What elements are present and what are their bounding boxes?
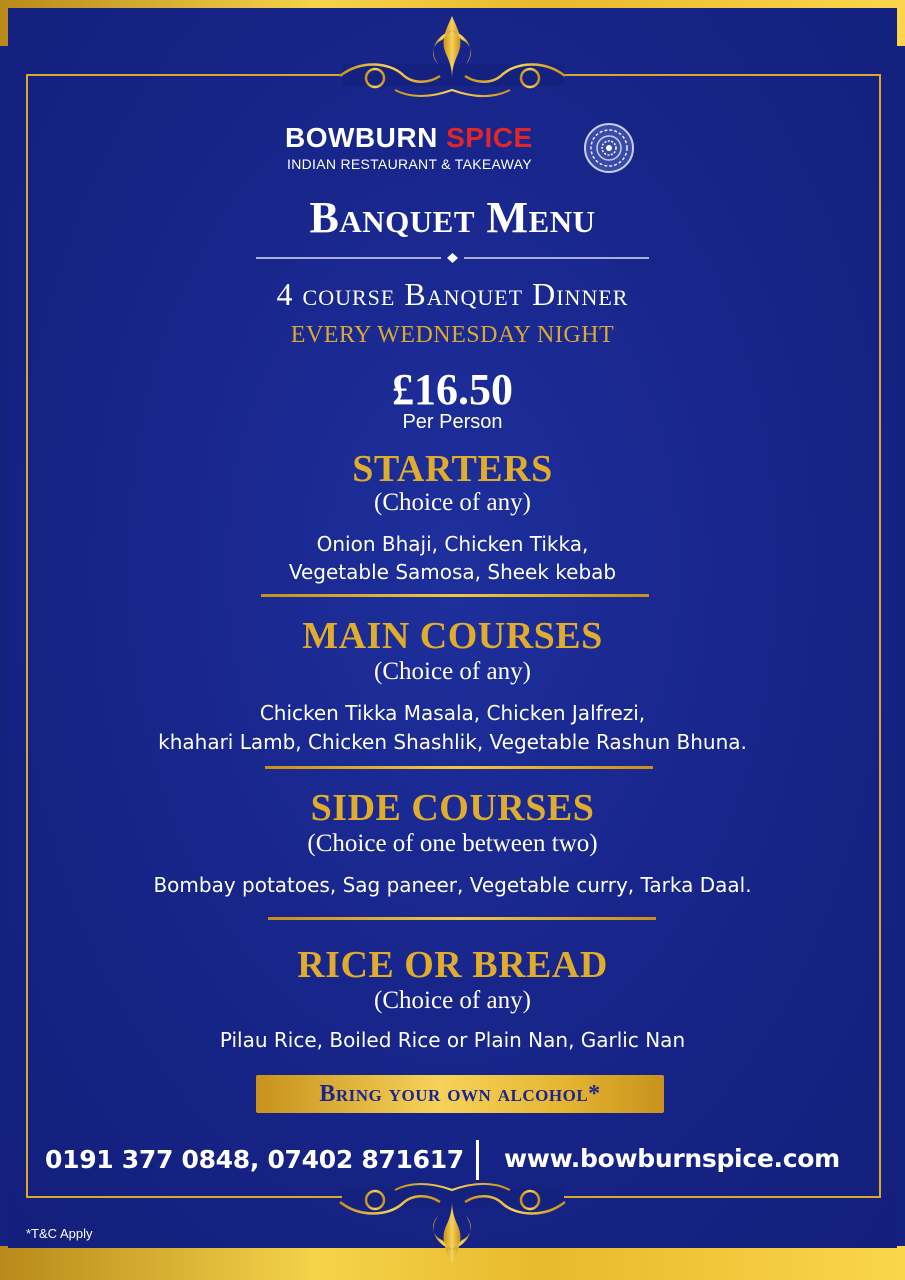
main-courses-note: (Choice of any) [374,658,531,685]
rice-or-bread-items-line1: Pilau Rice, Boiled Rice or Plain Nan, Garlic Nan [219,1028,686,1052]
starters-items-line1: Onion Bhaji, Chicken Tikka, [316,532,589,556]
brand-name-part2: SPICE [446,122,533,153]
terms-note: *T&C Apply [26,1226,93,1241]
price: £16.50 [392,365,513,414]
section-divider [265,766,653,769]
side-courses-items-line1: Bombay potatoes, Sag paneer, Vegetable curry, Tarka Daal. [153,873,752,897]
website-link[interactable]: www.bowburnspice.com [504,1144,840,1173]
brand-logo [285,122,645,174]
side-courses-note: (Choice of one between two) [307,830,598,857]
starters-title: STARTERS [352,448,553,490]
starters-items-line2: Vegetable Samosa, Sheek kebab [288,560,617,584]
page-title: Banquet Menu [309,193,596,242]
brand-name-part1: BOWBURN [285,122,447,153]
side-courses-title: SIDE COURSES [310,787,595,829]
bottom-flourish-icon [0,1168,905,1280]
section-divider [268,917,656,920]
brand-tagline: INDIAN RESTAURANT & TAKEAWAY [287,156,532,172]
night-label: EVERY WEDNESDAY NIGHT [290,322,615,348]
main-courses-items-line2: khahari Lamb, Chicken Shashlik, Vegetable Rashun Bhuna. [158,730,747,754]
rice-or-bread-title: RICE OR BREAD [297,944,608,986]
brand-name [285,122,533,154]
rice-or-bread-note: (Choice of any) [374,987,531,1014]
diamond-divider-icon [256,252,649,264]
starters-note: (Choice of any) [374,489,531,516]
byo-alcohol-banner: Bring your own alcohol* [256,1075,664,1113]
main-courses-title: MAIN COURSES [302,615,603,657]
contact-separator [476,1140,479,1180]
main-courses-items-line1: Chicken Tikka Masala, Chicken Jalfrezi, [259,701,646,725]
top-flourish-icon [0,0,905,110]
price-note: Per Person [402,411,503,433]
subtitle: 4 course Banquet Dinner [276,276,629,312]
section-divider [261,594,649,597]
phone-numbers: 0191 377 0848, 07402 871617 [45,1145,464,1174]
mandala-logo-icon [583,122,635,174]
